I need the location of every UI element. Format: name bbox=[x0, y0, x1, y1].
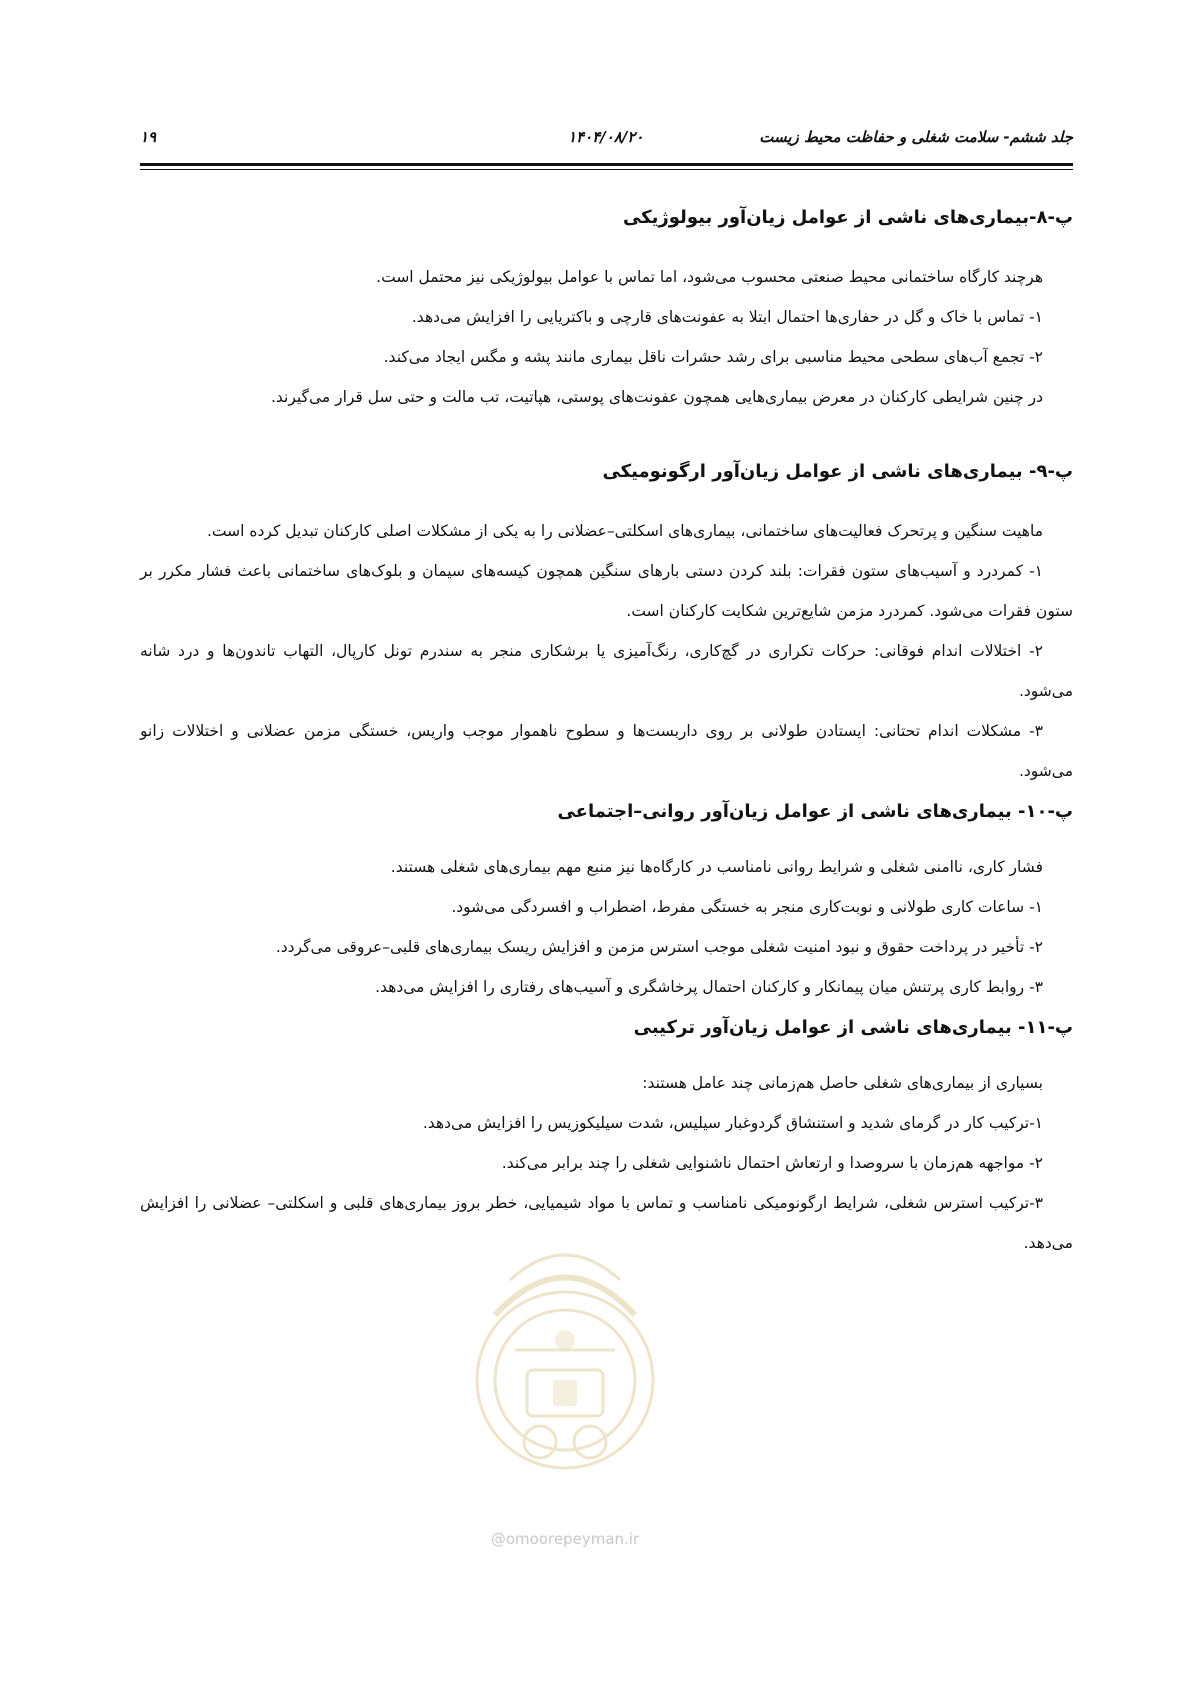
page-header bbox=[140, 128, 1073, 154]
list-item: ۲- تجمع آب‌های سطحی محیط مناسبی برای رشد حشرات ناقل بیماری مانند پشه و مگس ایجاد می‌کند. bbox=[383, 348, 1043, 366]
list-item: ۳- مشکلات اندام تحتانی: ایستادن طولانی بر روی داربست‌ها و سطوح ناهموار موجب واریس، خستگی مزمن عضلانی و اختلالات زانو می‌شود. bbox=[140, 722, 1073, 780]
section-heading: پ-۹- بیماری‌های ناشی از عوامل زیان‌آور ارگونومیکی bbox=[602, 461, 1073, 482]
document-body bbox=[140, 203, 1073, 1263]
list-item: ۱- کمردرد و آسیب‌های ستون فقرات: بلند کردن دستی بارهای سنگین همچون کیسه‌های سیمان و بلوک‌های ساختمانی باعث فشار مکرر بر ستون فقرات می‌شود. کمردرد مزمن شایع‌ترین شکایت کارکنان است. bbox=[140, 562, 1073, 620]
list-item: ۳- روابط کاری پرتنش میان پیمانکار و کارکنان احتمال پرخاشگری و آسیب‌های رفتاری را افزایش می‌دهد. bbox=[375, 978, 1043, 996]
section-heading: پ-۸-بیماری‌های ناشی از عوامل زیان‌آور بیولوژیکی bbox=[622, 207, 1073, 228]
section-heading: پ-۱۱- بیماری‌های ناشی از عوامل زیان‌آور ترکیبی bbox=[633, 1017, 1073, 1038]
header-rule-thick bbox=[140, 163, 1073, 166]
list-item: ۱- ساعات کاری طولانی و نوبت‌کاری منجر به خستگی مفرط، اضطراب و افسردگی می‌شود. bbox=[451, 898, 1043, 916]
paragraph: در چنین شرایطی کارکنان در معرض بیماری‌هایی همچون عفونت‌های پوستی، هپاتیت، تب مالت و حتی سل قرار می‌گیرند. bbox=[270, 388, 1043, 406]
paragraph: فشار کاری، ناامنی شغلی و شرایط روانی نامناسب در کارگاه‌ها نیز منبع مهم بیماری‌های شغلی هستند. bbox=[390, 858, 1043, 876]
watermark-text: @omoorepeyman.ir bbox=[490, 1530, 640, 1548]
paragraph: ماهیت سنگین و پرتحرک فعالیت‌های ساختمانی، بیماری‌های اسکلتی–عضلانی را به یکی از مشکلات اصلی کارکنان تبدیل کرده است. bbox=[207, 522, 1043, 540]
list-item: ۲- اختلالات اندام فوقانی: حرکات تکراری در گچ‌کاری، رنگ‌آمیزی یا برشکاری منجر به سندرم تونل کارپال، التهاب تاندون‌ها و درد شانه می‌شود. bbox=[140, 642, 1073, 700]
list-item: ۳-ترکیب استرس شغلی، شرایط ارگونومیکی نامناسب و تماس با مواد شیمیایی، خطر بروز بیماری‌های قلبی و اسکلتی– عضلانی را افزایش می‌دهد. bbox=[140, 1194, 1073, 1252]
header-date: ۱۴۰۴/۰۸/۲۰ bbox=[568, 128, 644, 146]
header-rule-thin bbox=[140, 169, 1073, 170]
section-heading: پ-۱۰- بیماری‌های ناشی از عوامل زیان‌آور روانی–اجتماعی bbox=[557, 801, 1073, 822]
list-item: ۱-ترکیب کار در گرمای شدید و استنشاق گردوغبار سیلیس، شدت سیلیکوزیس را افزایش می‌دهد. bbox=[422, 1114, 1043, 1132]
paragraph: بسیاری از بیماری‌های شغلی حاصل هم‌زمانی چند عامل هستند: bbox=[642, 1074, 1043, 1092]
page-number: ۱۹ bbox=[140, 128, 157, 146]
paragraph: هرچند کارگاه ساختمانی محیط صنعتی محسوب می‌شود، اما تماس با عوامل بیولوژیکی نیز محتمل است. bbox=[376, 268, 1043, 286]
header-title: جلد ششم- سلامت شغلی و حفاظت محیط زیست bbox=[759, 128, 1073, 146]
list-item: ۱- تماس با خاک و گل در حفاری‌ها احتمال ابتلا به عفونت‌های قارچی و باکتریایی را افزایش می‌دهد. bbox=[411, 308, 1043, 326]
logo-watermark bbox=[455, 1220, 675, 1520]
list-item: ۲- تأخیر در پرداخت حقوق و نبود امنیت شغلی موجب استرس مزمن و افزایش ریسک بیماری‌های قلبی–عروقی می‌گردد. bbox=[275, 938, 1043, 956]
list-item: ۲- مواجهه هم‌زمان با سروصدا و ارتعاش احتمال ناشنوایی شغلی را چند برابر می‌کند. bbox=[501, 1154, 1043, 1172]
